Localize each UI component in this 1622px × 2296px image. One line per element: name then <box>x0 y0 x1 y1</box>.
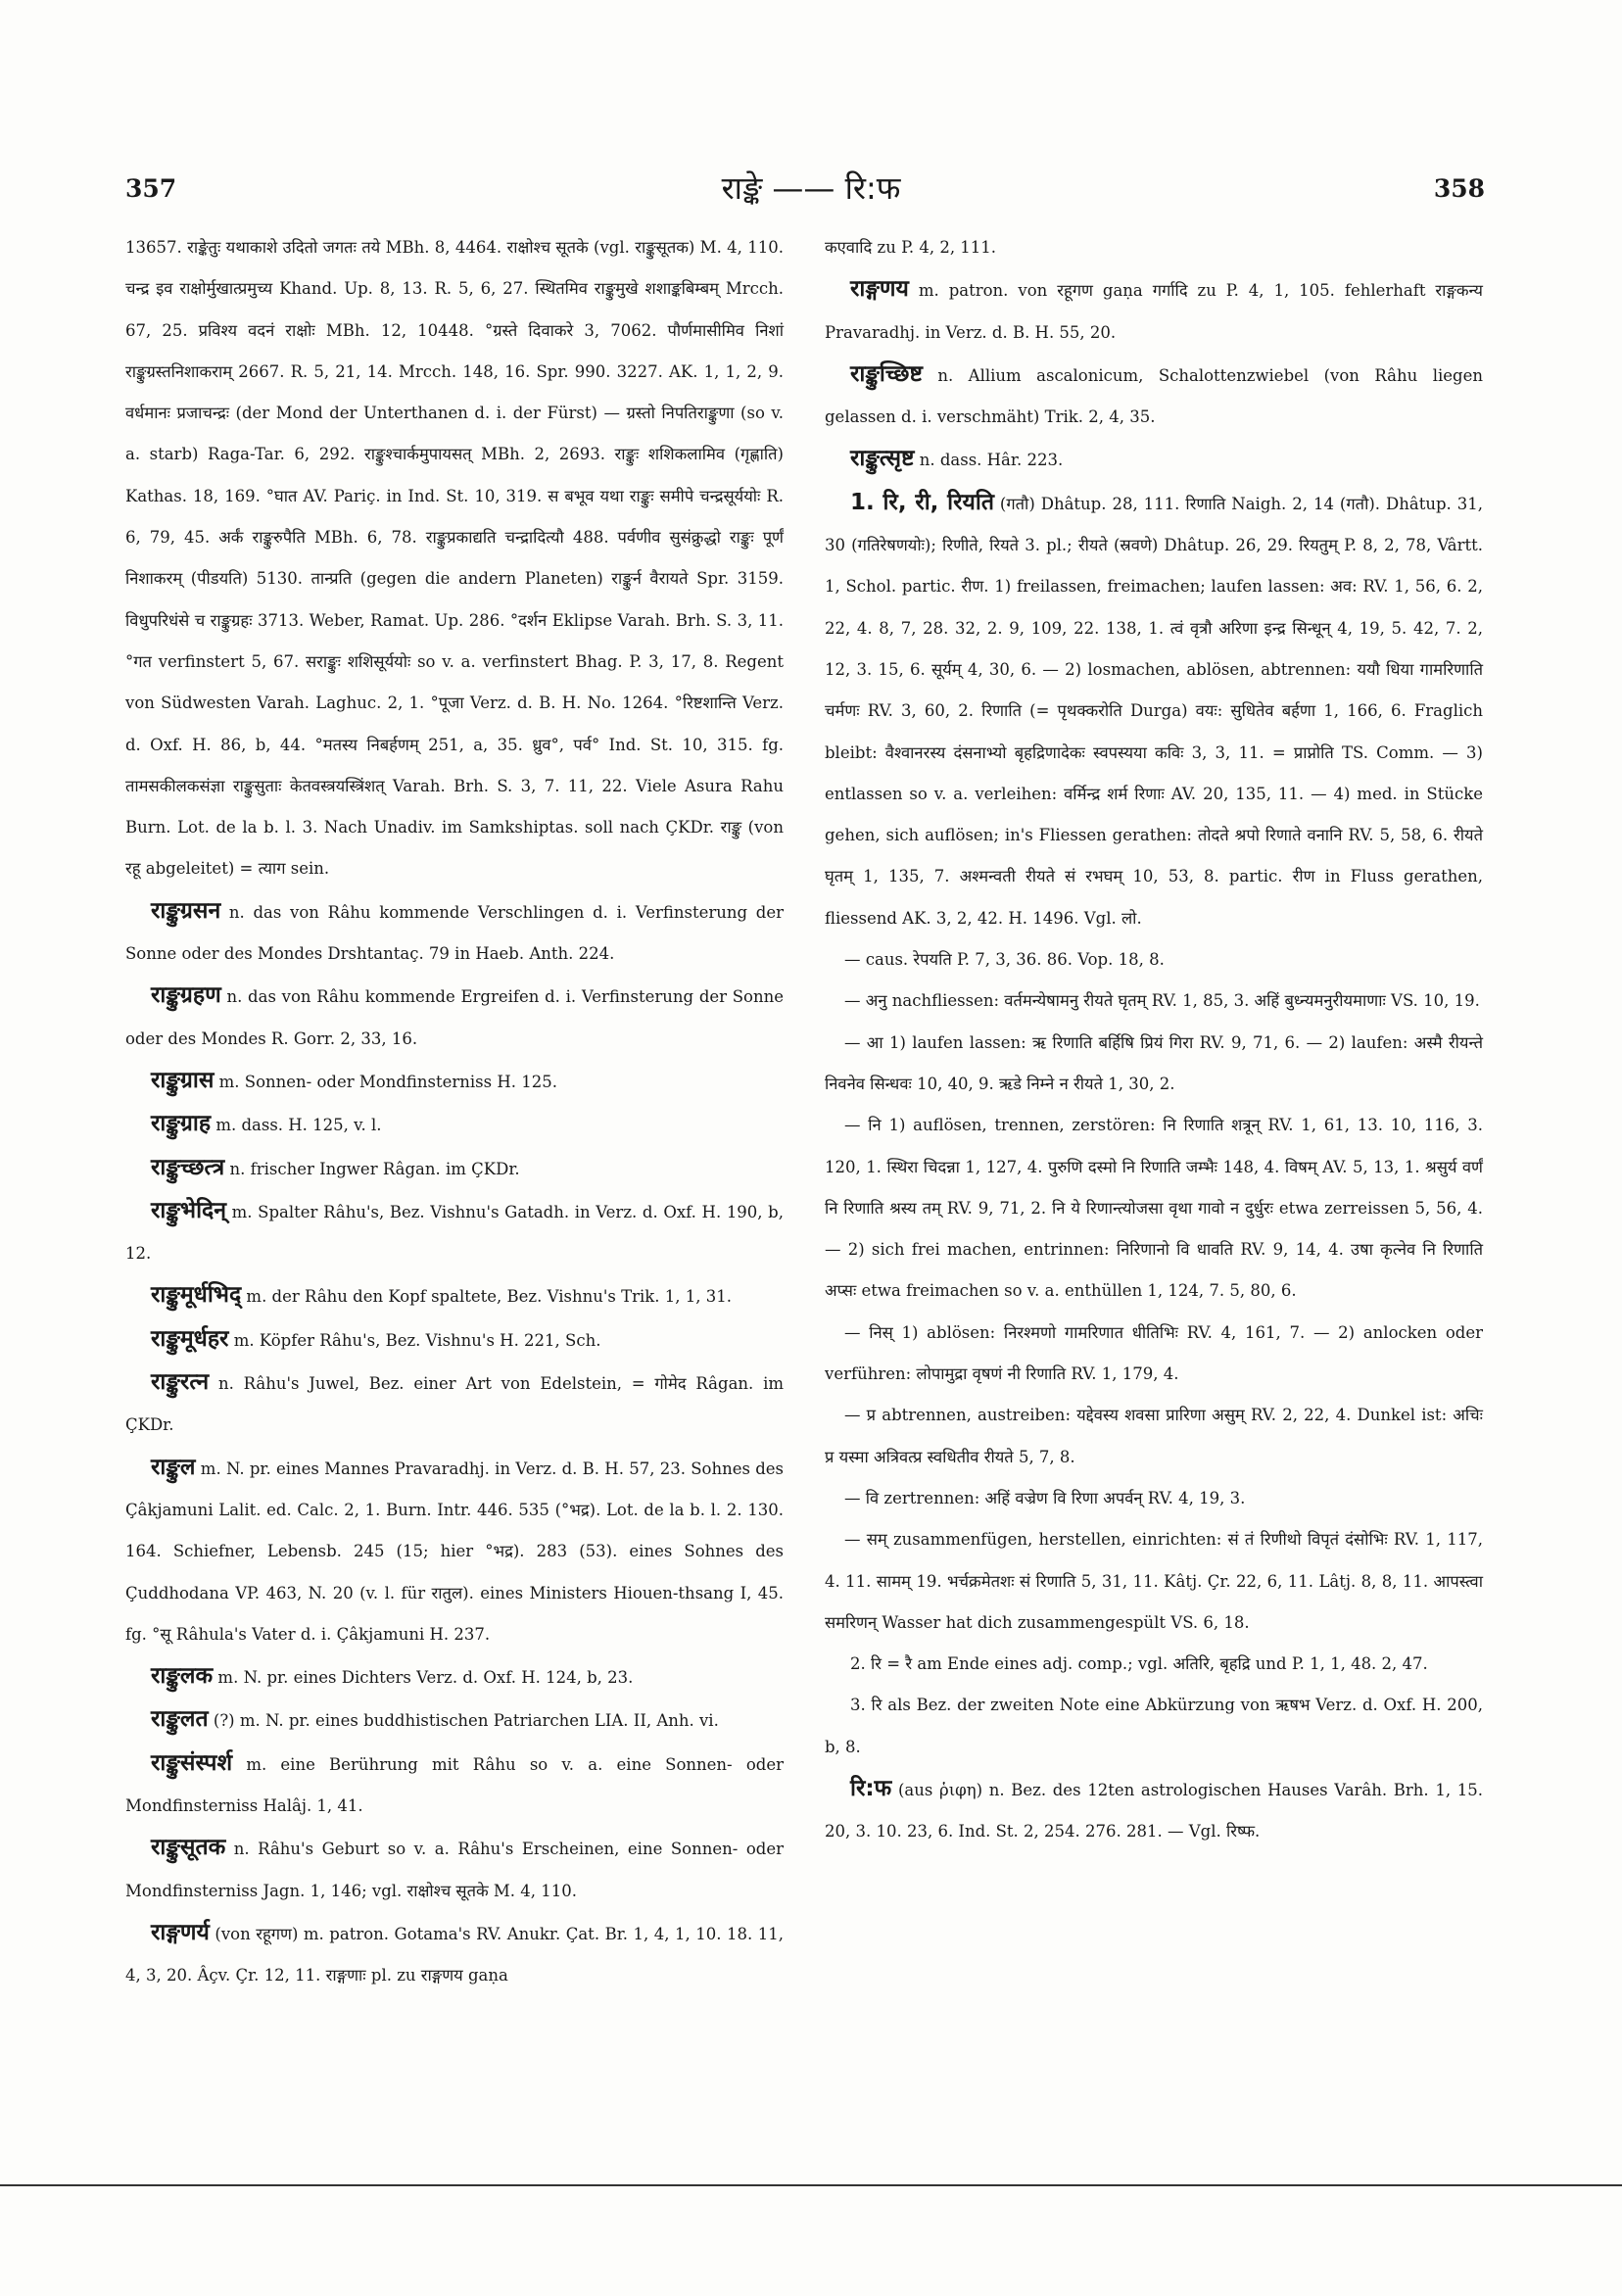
dictionary-entry: राङ्कुत्सृष्ट n. dass. Hâr. 223. <box>850 446 1064 472</box>
headword: 1. रि, री, रियति <box>850 489 994 515</box>
dictionary-entry: राङ्गणर्य (von रहूगण) m. patron. Gotama's RV. Anukr. Çat. Br. 1, 4, 1, 10. 18. 11, 4, 3, 20. Âçv. Çr. 12, 11. राङ्गणाः pl. zu राङ्गणय gaṇa <box>125 1919 784 1985</box>
dictionary-entry: राङ्कुसूतक n. Râhu's Geburt so v. a. Râhu's Erscheinen, eine Sonnen- oder Mondfinsterniss Jagn. 1, 146; vgl. राक्षोश्च सूतके M. 4, 110. <box>125 1835 784 1900</box>
sub-entry: — वि zertrennen: अहिं वज्रेण वि रिणा अपर्वन् RV. 4, 19, 3. <box>844 1488 1246 1507</box>
headword: राङ्कुभेदिन् <box>151 1197 227 1223</box>
dictionary-entry: राङ्कुभेदिन् m. Spalter Râhu's, Bez. Vishnu's Gatadh. in Verz. d. Oxf. H. 190, b, 12. <box>125 1197 784 1264</box>
dictionary-entry: राङ्कुमूर्धहर m. Köpfer Râhu's, Bez. Vishnu's H. 221, Sch. <box>151 1325 601 1352</box>
headword: रि:फ <box>850 1775 892 1801</box>
page-number-right: 358 <box>1433 174 1485 203</box>
headword: राङ्कुलत <box>151 1706 209 1733</box>
sub-entry: — निस् 1) ablösen: निरश्मणो गामरिणात धीतिभिः RV. 4, 161, 7. — 2) anlocken oder verführen: लोपामुद्रा वृषणं नी रिणाति RV. 1, 179, 4. <box>825 1322 1483 1384</box>
sub-entry: — आ 1) laufen lassen: ऋ रिणाति बर्हिषि प्रियं गिरा RV. 9, 71, 6. — 2) laufen: अस्मै रीयन्ते निवनेव सिन्धवः 10, 40, 9. ऋडे निम्ने न रीयते 1, 30, 2. <box>825 1032 1483 1093</box>
dictionary-entry: राङ्कुग्रास m. Sonnen- oder Mondfinsterniss H. 125. <box>151 1067 557 1093</box>
headword: राङ्गणय <box>850 276 909 303</box>
sub-entry: — अनु nachfliessen: वर्तमन्येषामनु रीयते घृतम् RV. 1, 85, 3. अहिं बुध्न्यमनुरीयमाणाः VS. 10, 19. <box>844 991 1480 1011</box>
headword: राङ्कुच्छत्त्र <box>151 1154 225 1180</box>
headword: राङ्कुग्रास <box>151 1067 215 1093</box>
right-column <box>825 227 1483 1853</box>
page-number-left: 357 <box>125 174 177 203</box>
dictionary-entry: राङ्कुच्छिष्ट n. Allium ascalonicum, Schalottenzwiebel (von Râhu liegen gelassen d. i. verschmäht) Trik. 2, 4, 35. <box>825 360 1483 427</box>
dictionary-entry: राङ्कुल m. N. pr. eines Mannes Pravaradhj. in Verz. d. B. H. 57, 23. Sohnes des Çâkjamuni Lalit. ed. Calc. 2, 1. Burn. Intr. 446. 535 (°भद्र). Lot. de la b. l. 2. 130. 164. Schiefner, Lebensb. 245 (15; hier °भद्र). 283 (53). eines Sohnes des Çuddhodana VP. 463, N. 20 (v. l. für रातुल). eines Ministers Hiouen-thsang I, 45. fg. °सू Râhula's Vater d. i. Çâkjamuni H. 237. <box>125 1454 784 1644</box>
sub-entry: — caus. रेपयति P. 7, 3, 36. 86. Vop. 18, 8. <box>844 950 1165 970</box>
headword: राङ्कुग्राह <box>151 1111 212 1137</box>
dictionary-entry: राङ्कुलत (?) m. N. pr. eines buddhistischen Patriarchen LIA. II, Anh. vi. <box>151 1706 719 1733</box>
dictionary-entry: राङ्कुग्रसन n. das von Râhu kommende Verschlingen d. i. Verfinsterung der Sonne oder des Mondes Drshtantaç. 79 in Haeb. Anth. 224. <box>125 897 784 964</box>
dictionary-entry: 3. रि als Bez. der zweiten Note eine Abkürzung von ऋषभ Verz. d. Oxf. H. 200, b, 8. <box>825 1696 1483 1756</box>
sub-entry: — सम् zusammenfügen, herstellen, einrichten: सं तं रिणीथो विपृतं दंसोभिः RV. 1, 117, 4. 11. सामम् 19. भर्चक्रमेतशः सं रिणाति 5, 31, 11. Kâtj. Çr. 22, 6, 11. Lâtj. 8, 8, 11. आपस्त्वा समरिणन् Wasser hat dich zusammengespült VS. 6, 18. <box>825 1530 1483 1632</box>
dictionary-entry: रि:फ (aus ῥιφη) n. Bez. des 12ten astrologischen Hauses Varâh. Brh. 1, 15. 20, 3. 10. 23, 6. Ind. St. 2, 254. 276. 281. — Vgl. रिष्फ. <box>825 1775 1483 1842</box>
running-title: राङ्के —— रि:फ <box>721 169 901 207</box>
dictionary-entry: राङ्कुच्छत्त्र n. frischer Ingwer Râgan. im ÇKDr. <box>151 1154 520 1180</box>
dictionary-entry: राङ्कुग्राह m. dass. H. 125, v. l. <box>151 1111 382 1137</box>
headword: राङ्कुमूर्धहर <box>151 1325 229 1352</box>
headword: राङ्कुग्रसन <box>151 897 221 924</box>
dictionary-entry: 1. रि, री, रियति (गतौ) Dhâtup. 28, 111. रिणाति Naigh. 2, 14 (गतौ). Dhâtup. 31, 30 (गतिरेषणयोः); रिणीते, रियते 3. pl.; रीयते (स्रवणे) Dhâtup. 26, 29. रियतुम् P. 8, 2, 78, Vârtt. 1, Schol. partic. रीण. 1) freilassen, freimachen; laufen lassen: अव: RV. 1, 56, 6. 2, 22, 4. 8, 7, 28. 32, 2. 9, 109, 22. 138, 1. त्वं वृत्रौ अरिणा इन्द्र सिन्धून् 4, 19, 5. 42, 7. 2, 12, 3. 15, 6. सूर्यम् 4, 30, 6. — 2) losmachen, ablösen, abtrennen: ययौ धिया गामरिणाति चर्मणः RV. 3, 60, 2. रिणाति (= पृथक्करोति Durga) वयः: सुधितेव बर्हणा 1, 166, 6. Fraglich bleibt: वैश्वानरस्य दंसनाभ्यो बृहद्रिणादेकः स्वपस्यया कविः 3, 3, 11. = प्राप्नोति TS. Comm. — 3) entlassen so v. a. verleihen: वर्मिन्द्र शर्म रिणाः AV. 20, 135, 11. — 4) med. in Stücke gehen, sich auflösen; in's Fliessen gerathen: तोदते श्रपो रिणाते वनानि RV. 5, 58, 6. रीयते घृतम् 1, 135, 7. अश्मन्वती रीयते सं रभघम् 10, 53, 8. partic. रीण in Fluss gerathen, fliessend AK. 3, 2, 42. H. 1496. Vgl. लो. <box>825 489 1483 928</box>
headword: राङ्कुलक <box>151 1663 214 1690</box>
headword: राङ्कुमूर्धभिद् <box>151 1282 242 1309</box>
headword: राङ्कुसंस्पर्श <box>151 1749 233 1776</box>
continued-entry: 13657. राङ्केतुः यथाकाशे उदितो जगतः तये MBh. 8, 4464. राक्षोश्च सूतके (vgl. राङ्कुसूतक) M. 4, 110. चन्द्र इव राक्षोर्मुखात्प्रमुच्य Khand. Up. 8, 13. R. 5, 6, 27. स्थितमिव राङ्कुमुखे शशाङ्कबिम्बम् Mrcch. 67, 25. प्रविश्य वदनं राक्षोः MBh. 12, 10448. °ग्रस्ते दिवाकरे 3, 7062. पौर्णमासीमिव निशां राङ्कुग्रस्तनिशाकराम् 2667. R. 5, 21, 14. Mrcch. 148, 16. Spr. 990. 3227. AK. 1, 1, 2, 9. वर्धमानः प्रजाचन्द्रः (der Mond der Unterthanen d. i. der Fürst) — ग्रस्तो निपतिराङ्कुणा (so v. a. starb) Raga-Tar. 6, 292. राङ्कुश्चार्कमुपायसत् MBh. 2, 2693. राङ्कुः शशिकलामिव (गृह्णाति) Kathas. 18, 169. °घात AV. Pariç. in Ind. St. 10, 319. स बभूव यथा राङ्कुः समीपे चन्द्रसूर्ययोः R. 6, 79, 45. अर्कं राङ्कुरुपैति MBh. 6, 78. राङ्कुप्रकाद्यति चन्द्रादित्यौ 488. पर्वणीव सुसंक्रुद्धो राङ्कुः पूर्णं निशाकरम् (पीडयति) 5130. तान्प्रति (gegen die andern Planeten) राङ्कुर्न वैरायते Spr. 3159. विधुपरिधंसे च राङ्कुग्रहः 3713. Weber, Ramat. Up. 286. °दर्शन Eklipse Varah. Brh. S. 3, 11. °गत verfinstert 5, 67. सराङ्कुः शशिसूर्ययोः so v. a. verfinstert Bhag. P. 3, 17, 8. Regent von Südwesten Varah. Laghuc. 2, 1. °पूजा Verz. d. B. H. No. 1264. °रिष्टशान्ति Verz. d. Oxf. H. 86, b, 44. °मतस्य निबर्हणम् 251, a, 35. ध्रुव°, पर्व° Ind. St. 10, 315. fg. तामसकीलकसंज्ञा राङ्कुसुताः केतवस्त्रयस्त्रिंशत् Varah. Brh. S. 3, 7. 11, 22. Viele Asura Rahu Burn. Lot. de la b. l. 3. Nach Unadiv. im Samkshiptas. soll nach ÇKDr. राङ्कु (von रहू abgeleitet) = त्याग sein. <box>125 238 784 879</box>
headword: राङ्कुग्रहण <box>151 982 221 1009</box>
headword: राङ्कुत्सृष्ट <box>850 446 915 472</box>
dictionary-entry: राङ्कुलक m. N. pr. eines Dichters Verz. d. Oxf. H. 124, b, 23. <box>151 1663 634 1690</box>
left-column <box>125 227 784 1996</box>
headword: राङ्कुरत्न <box>151 1369 210 1396</box>
dictionary-entry: राङ्गणय m. patron. von रहूगण gaṇa गर्गादि zu P. 4, 1, 105. fehlerhaft राङ्गकन्य Pravaradhj. in Verz. d. B. H. 55, 20. <box>825 276 1483 342</box>
sub-entry: — प्र abtrennen, austreiben: यद्देवस्य शवसा प्रारिणा असुम् RV. 2, 22, 4. Dunkel ist: अचिः प्र यस्मा अत्रिवत्प्र स्वधितीव रीयते 5, 7, 8. <box>825 1406 1483 1466</box>
footer-rule <box>0 2184 1622 2186</box>
headword: राङ्कुल <box>151 1454 196 1480</box>
dictionary-entry: राङ्कुमूर्धभिद् m. der Râhu den Kopf spaltete, Bez. Vishnu's Trik. 1, 1, 31. <box>151 1282 732 1309</box>
headword: राङ्गणर्य <box>151 1919 210 1945</box>
dictionary-entry: 2. रि = रै am Ende eines adj. comp.; vgl. अतिरि, बृहद्रि und P. 1, 1, 48. 2, 47. <box>850 1654 1428 1674</box>
dictionary-entry: राङ्कुसंस्पर्श m. eine Berührung mit Râhu so v. a. eine Sonnen- oder Mondfinsterniss Halâj. 1, 41. <box>125 1749 784 1815</box>
sub-entry: — नि 1) auflösen, trennen, zerstören: नि रिणाति शत्रून् RV. 1, 61, 13. 10, 116, 3. 120, 1. स्थिरा चिदन्ना 1, 127, 4. पुरुणि दस्मो नि रिणाति जम्भैः 148, 4. विषम् AV. 5, 13, 1. श्रसुर्य वर्णं नि रिणाति श्रस्य तम् RV. 9, 71, 2. नि ये रिणान्त्योजसा वृथा गावो न दुर्धुरः etwa zerreissen 5, 56, 4. — 2) sich frei machen, entrinnen: निरिणानो वि धावति RV. 9, 14, 4. उषा कृत्नेव नि रिणाति अप्सः etwa freimachen so v. a. enthüllen 1, 124, 7. 5, 80, 6. <box>825 1116 1483 1301</box>
dictionary-entry: राङ्कुग्रहण n. das von Râhu kommende Ergreifen d. i. Verfinsterung der Sonne oder des Mondes R. Gorr. 2, 33, 16. <box>125 982 784 1048</box>
headword: राङ्कुच्छिष्ट <box>850 360 923 387</box>
continued-entry: कएवादि zu P. 4, 2, 111. <box>825 238 997 257</box>
dictionary-entry: राङ्कुरत्न n. Râhu's Juwel, Bez. einer Art von Edelstein, = गोमेद Râgan. im ÇKDr. <box>125 1369 784 1435</box>
headword: राङ्कुसूतक <box>151 1835 226 1861</box>
page-header <box>125 167 1485 215</box>
